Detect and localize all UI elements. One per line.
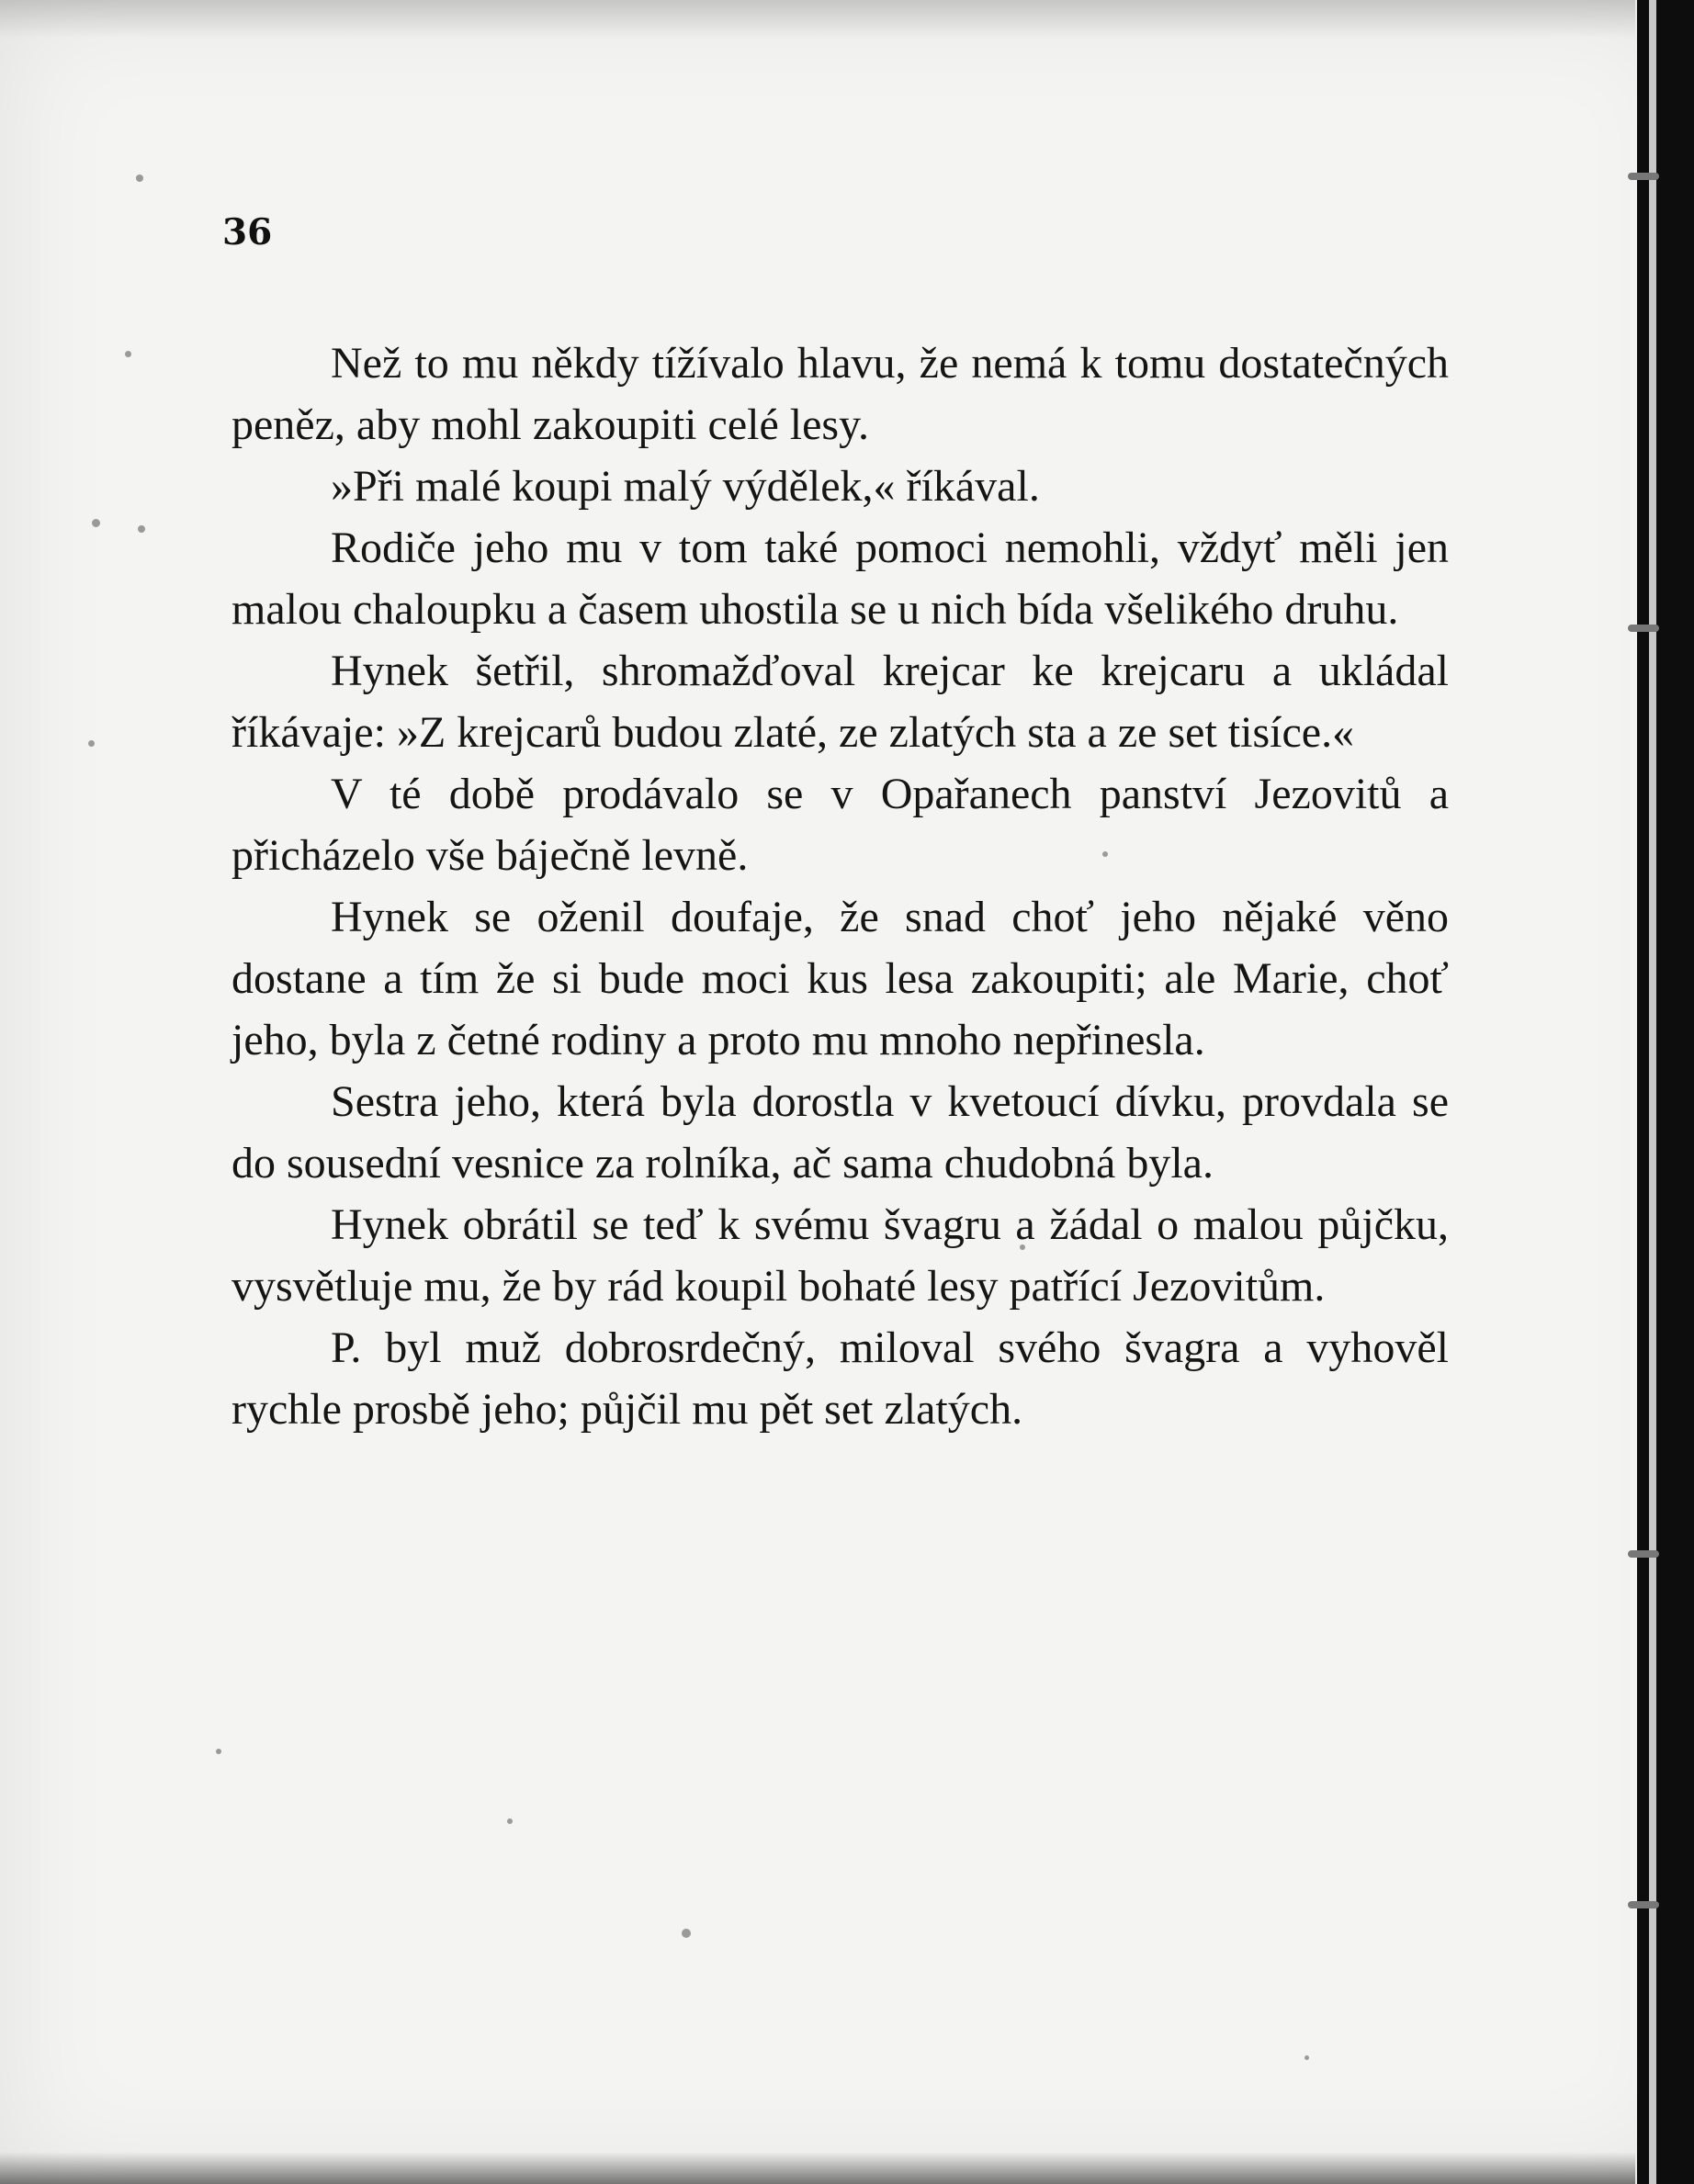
paragraph-9: P. byl muž dobrosrdečný, miloval svého švagra a vyhověl rychle prosbě jeho; půjčil mu pět set zlatých. <box>232 1323 1449 1434</box>
main-text <box>232 332 1449 1440</box>
paper-speck <box>125 351 131 357</box>
page-number: 36 <box>222 211 273 253</box>
paragraph-7: Sestra jeho, která byla dorostla v kvetoucí dívku, provdala se do sousední vesnice za rolníka, ač sama chudobná byla. <box>232 1077 1449 1188</box>
paper-speck <box>136 174 143 182</box>
binding-hook-lower <box>1628 1550 1659 1558</box>
paragraph-8: Hynek obrátil se teď k svému švagru a žádal o malou půjčku, vysvětluje mu, že by rád koupil bohaté lesy patřící Jezovitům. <box>232 1200 1449 1311</box>
top-shadow <box>0 0 1635 39</box>
binding-hook-bottom <box>1628 1901 1659 1908</box>
binding-hook-top <box>1628 173 1659 180</box>
paragraph-3: Rodiče jeho mu v tom také pomoci nemohli, vždyť měli jen malou chaloupku a časem uhostila se u nich bída všelikého druhu. <box>232 523 1449 634</box>
binding-hook-middle <box>1628 625 1659 632</box>
paragraph-5: V té době prodávalo se v Opařanech panství Jezovitů a přicházelo vše báječně levně. <box>232 770 1449 880</box>
paper-speck <box>138 525 145 533</box>
paper-speck <box>1304 2055 1309 2060</box>
paragraph-1: Než to mu někdy tížívalo hlavu, že nemá k tomu dostatečných peněz, aby mohl zakoupiti celé lesy. <box>232 339 1449 449</box>
paper-speck <box>88 740 95 747</box>
book-binding-line <box>1649 0 1656 2184</box>
paper-speck <box>216 1749 221 1754</box>
paragraph-2: »Při malé koupi malý výdělek,« říkával. <box>331 462 1040 511</box>
right-scan-edge <box>1637 0 1694 2184</box>
paper-speck <box>92 519 100 527</box>
bottom-shadow <box>0 2152 1635 2184</box>
paper-speck <box>682 1929 691 1938</box>
paper-speck <box>507 1818 513 1824</box>
paragraph-4: Hynek šetřil, shromažďoval krejcar ke krejcaru a ukládal říkávaje: »Z krejcarů budou zlaté, ze zlatých sta a ze set tisíce.« <box>232 647 1449 757</box>
paragraph-6: Hynek se oženil doufaje, že snad choť jeho nějaké věno dostane a tím že si bude moci kus lesa zakoupiti; ale Marie, choť jeho, byla z četné rodiny a proto mu mnoho nepřinesla. <box>232 893 1449 1064</box>
